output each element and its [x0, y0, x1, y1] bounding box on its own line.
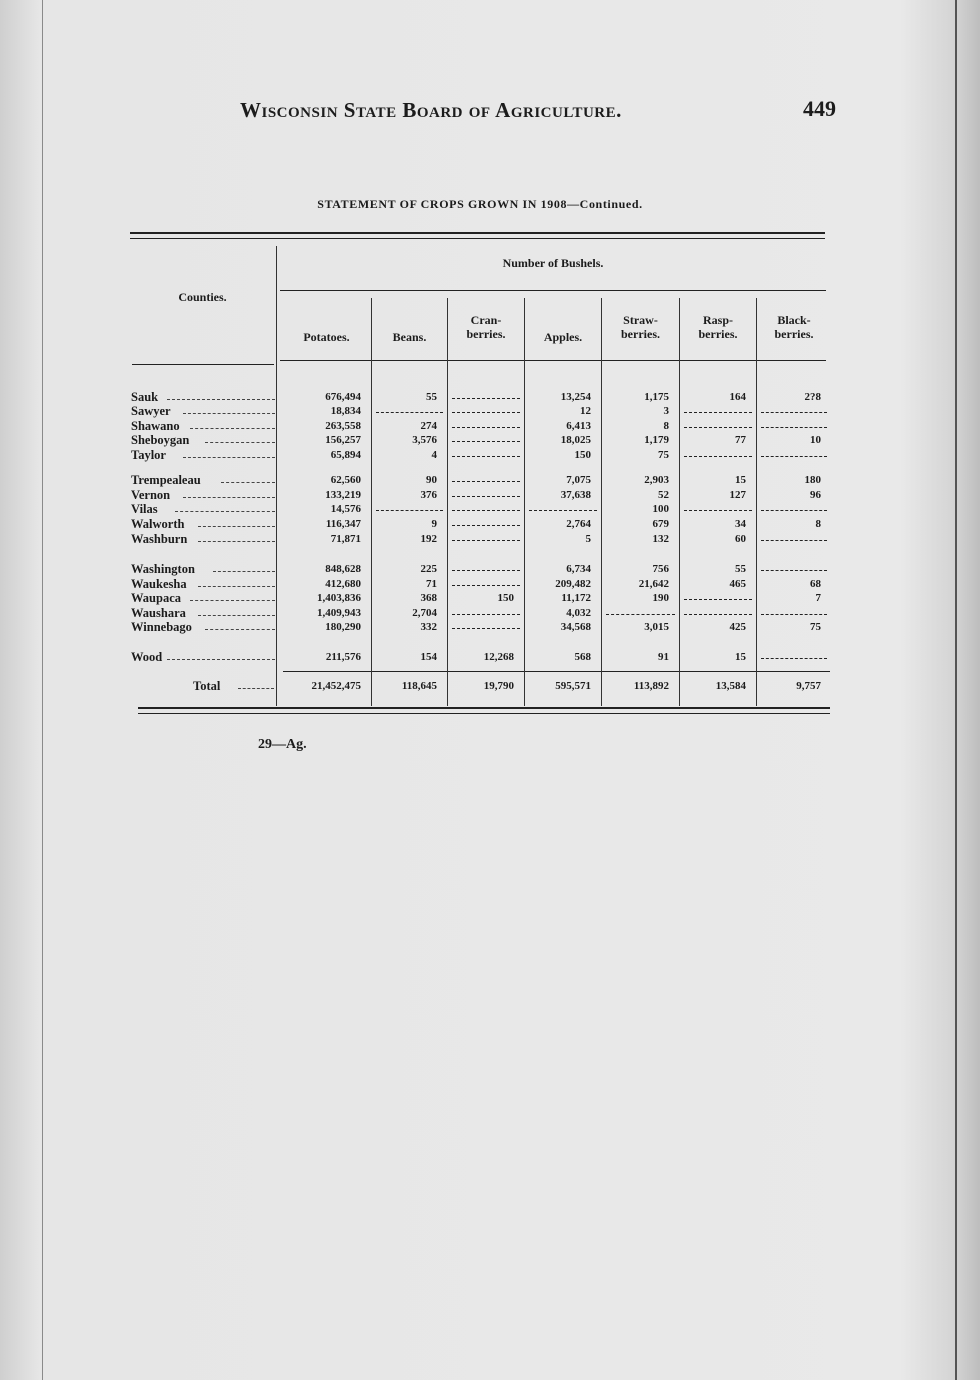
leader-dots — [198, 526, 275, 527]
page-edge-line — [955, 0, 957, 1380]
column-header: Rasp- — [702, 313, 733, 327]
leader-dots — [221, 482, 275, 483]
data-cell: 4 — [431, 449, 437, 461]
data-cell: 848,628 — [325, 563, 361, 575]
empty-cell-dash — [684, 614, 752, 615]
county-name — [131, 577, 277, 591]
data-cell: 180 — [804, 474, 821, 486]
data-cell: 376 — [420, 489, 437, 501]
empty-cell-dash — [761, 658, 827, 659]
empty-cell-dash — [684, 599, 752, 600]
data-cell: 5 — [585, 533, 591, 545]
data-cell: 71,871 — [330, 533, 361, 545]
data-cell: 180,290 — [325, 621, 361, 633]
total-cell: 21,452,475 — [311, 680, 361, 692]
data-cell: 412,680 — [325, 578, 361, 590]
data-cell: 209,482 — [555, 578, 591, 590]
county-name — [131, 419, 277, 433]
data-cell: 3 — [663, 405, 669, 417]
total-rule — [283, 671, 830, 672]
data-cell: 77 — [735, 434, 746, 446]
empty-cell-dash — [761, 540, 827, 541]
leader-dots — [183, 413, 275, 414]
empty-cell-dash — [761, 570, 827, 571]
data-cell: 465 — [729, 578, 746, 590]
column-header-rule-data — [280, 360, 826, 361]
empty-cell-dash — [529, 510, 597, 511]
empty-cell-dash — [376, 412, 443, 413]
data-cell: 3,576 — [412, 434, 437, 446]
data-cell: 15 — [735, 651, 746, 663]
county-name — [131, 473, 277, 487]
leader-dots — [213, 571, 275, 572]
total-cell: 9,757 — [796, 680, 821, 692]
empty-cell-dash — [452, 628, 520, 629]
signature-mark: 29—Ag. — [258, 737, 307, 752]
total-cell: 113,892 — [633, 680, 669, 692]
county-name — [131, 517, 277, 531]
data-cell: 116,347 — [325, 518, 361, 530]
county-name — [131, 502, 277, 516]
county-label: Sauk — [131, 390, 159, 404]
data-cell: 164 — [729, 391, 746, 403]
data-cell: 132 — [652, 533, 669, 545]
counties-header: Counties. — [178, 290, 227, 304]
total-cell: 118,645 — [401, 680, 437, 692]
column-divider — [679, 298, 680, 706]
column-header: berries. — [466, 327, 506, 341]
data-cell: 12 — [580, 405, 591, 417]
column-divider — [447, 298, 448, 706]
data-cell: 133,219 — [325, 489, 361, 501]
data-cell: 75 — [658, 449, 669, 461]
column-header: Cran- — [470, 313, 502, 327]
county-name — [131, 448, 277, 462]
empty-cell-dash — [684, 412, 752, 413]
data-cell: 55 — [735, 563, 746, 575]
empty-cell-dash — [452, 481, 520, 482]
county-label: Vernon — [131, 488, 171, 502]
empty-cell-dash — [452, 456, 520, 457]
leader-dots — [167, 659, 275, 660]
data-cell: 6,734 — [566, 563, 591, 575]
leader-dots — [167, 399, 275, 400]
county-label: Washburn — [131, 532, 188, 546]
empty-cell-dash — [761, 510, 827, 511]
empty-cell-dash — [452, 412, 520, 413]
column-divider — [756, 298, 757, 706]
column-header: berries. — [698, 327, 738, 341]
empty-cell-dash — [376, 510, 443, 511]
leader-dots — [190, 428, 275, 429]
table-bottom-rule — [138, 707, 830, 709]
data-cell: 332 — [420, 621, 437, 633]
data-cell: 37,638 — [560, 489, 591, 501]
empty-cell-dash — [452, 570, 520, 571]
page-number: 449 — [803, 96, 836, 121]
leader-dots — [238, 688, 274, 689]
column-header-rule — [132, 364, 274, 365]
data-cell: 2,704 — [412, 607, 437, 619]
data-cell: 71 — [426, 578, 437, 590]
data-cell: 1,175 — [644, 391, 669, 403]
column-header: berries. — [621, 327, 660, 341]
data-cell: 1,409,943 — [317, 607, 361, 619]
data-cell: 7,075 — [566, 474, 591, 486]
column-header: Apples. — [543, 330, 583, 344]
leader-dots — [205, 629, 275, 630]
column-header: Straw- — [623, 313, 658, 327]
county-name — [131, 606, 277, 620]
county-name — [131, 433, 277, 447]
data-cell: 7 — [815, 592, 821, 604]
data-cell: 90 — [426, 474, 437, 486]
empty-cell-dash — [761, 412, 827, 413]
empty-cell-dash — [452, 614, 520, 615]
county-name — [131, 650, 277, 664]
data-cell: 154 — [420, 651, 437, 663]
number-of-bushels-header: Number of Bushels. — [502, 256, 604, 270]
county-label: Waukesha — [131, 577, 187, 591]
data-cell: 2,764 — [566, 518, 591, 530]
data-cell: 75 — [810, 621, 821, 633]
data-cell: 676,494 — [325, 391, 361, 403]
county-label: Wood — [131, 650, 163, 664]
column-divider — [371, 298, 372, 706]
data-cell: 2?8 — [804, 391, 821, 403]
total-cell: 13,584 — [715, 680, 746, 692]
county-label: Shawano — [131, 419, 180, 433]
county-label: Sawyer — [131, 404, 171, 418]
data-cell: 15 — [735, 474, 746, 486]
data-cell: 3,015 — [644, 621, 669, 633]
county-name — [131, 620, 277, 634]
data-cell: 14,576 — [330, 503, 361, 515]
data-cell: 756 — [652, 563, 669, 575]
data-cell: 2,903 — [644, 474, 669, 486]
empty-cell-dash — [606, 614, 675, 615]
column-header: berries. — [774, 327, 814, 341]
empty-cell-dash — [761, 456, 827, 457]
table-bottom-rule-thin — [138, 713, 830, 714]
data-cell: 13,254 — [560, 391, 591, 403]
column-divider — [524, 298, 525, 706]
empty-cell-dash — [684, 427, 752, 428]
data-cell: 679 — [652, 518, 669, 530]
data-cell: 100 — [652, 503, 669, 515]
data-cell: 127 — [729, 489, 746, 501]
data-cell: 96 — [810, 489, 821, 501]
total-cell: 19,790 — [483, 680, 514, 692]
leader-dots — [198, 586, 275, 587]
empty-cell-dash — [452, 540, 520, 541]
empty-cell-dash — [452, 525, 520, 526]
leader-dots — [205, 442, 275, 443]
data-cell: 425 — [729, 621, 746, 633]
data-cell: 190 — [652, 592, 669, 604]
data-cell: 211,576 — [325, 651, 361, 663]
county-name — [131, 532, 277, 546]
binding-edge-line — [42, 0, 43, 1380]
table-top-rule-thin — [130, 238, 825, 239]
leader-dots — [190, 600, 275, 601]
empty-cell-dash — [452, 496, 520, 497]
county-name — [131, 404, 277, 418]
data-cell: 12,268 — [483, 651, 514, 663]
empty-cell-dash — [684, 456, 752, 457]
data-cell: 150 — [574, 449, 591, 461]
county-name — [131, 390, 277, 404]
data-cell: 11,172 — [561, 592, 591, 604]
county-label: Sheboygan — [131, 433, 190, 447]
data-cell: 18,025 — [560, 434, 591, 446]
data-cell: 10 — [810, 434, 821, 446]
data-cell: 263,558 — [325, 420, 361, 432]
data-cell: 6,413 — [566, 420, 591, 432]
data-cell: 34 — [735, 518, 746, 530]
county-label: Vilas — [131, 502, 158, 516]
data-cell: 34,568 — [560, 621, 591, 633]
data-cell: 60 — [735, 533, 746, 545]
county-name — [131, 488, 277, 502]
column-header: Beans. — [392, 330, 427, 344]
county-label: Waushara — [131, 606, 186, 620]
column-divider — [601, 298, 602, 706]
data-cell: 65,894 — [330, 449, 361, 461]
county-name — [131, 591, 277, 605]
empty-cell-dash — [684, 510, 752, 511]
data-cell: 568 — [574, 651, 591, 663]
data-cell: 18,834 — [330, 405, 361, 417]
leader-dots — [198, 541, 275, 542]
data-cell: 8 — [663, 420, 669, 432]
county-label: Walworth — [131, 517, 185, 531]
data-cell: 4,032 — [566, 607, 591, 619]
data-cell: 1,179 — [644, 434, 669, 446]
empty-cell-dash — [452, 441, 520, 442]
running-head-title: Wisconsin State Board of Agriculture. — [240, 98, 622, 122]
data-cell: 9 — [431, 518, 437, 530]
total-label: Total — [193, 679, 221, 693]
empty-cell-dash — [761, 614, 827, 615]
data-cell: 368 — [420, 592, 437, 604]
county-label: Trempealeau — [131, 473, 201, 487]
column-header: Potatoes. — [303, 330, 350, 344]
group-header-rule — [280, 290, 826, 291]
data-cell: 1,403,836 — [317, 592, 361, 604]
county-label: Taylor — [131, 448, 166, 462]
county-label: Winnebago — [131, 620, 192, 634]
data-cell: 192 — [420, 533, 437, 545]
data-cell: 52 — [658, 489, 669, 501]
data-cell: 274 — [420, 420, 437, 432]
leader-dots — [175, 511, 275, 512]
county-name — [131, 562, 277, 576]
county-label: Washington — [131, 562, 195, 576]
data-cell: 8 — [815, 518, 821, 530]
data-cell: 21,642 — [638, 578, 669, 590]
table-top-rule — [130, 232, 825, 234]
total-cell: 595,571 — [555, 680, 591, 692]
empty-cell-dash — [452, 510, 520, 511]
data-cell: 62,560 — [330, 474, 361, 486]
leader-dots — [183, 497, 275, 498]
empty-cell-dash — [452, 585, 520, 586]
data-cell: 91 — [658, 651, 669, 663]
empty-cell-dash — [452, 427, 520, 428]
table-title: STATEMENT OF CROPS GROWN IN 1908—Continued. — [317, 197, 643, 211]
leader-dots — [183, 457, 275, 458]
data-cell: 55 — [426, 391, 437, 403]
data-cell: 68 — [810, 578, 821, 590]
leader-dots — [198, 615, 275, 616]
empty-cell-dash — [761, 427, 827, 428]
empty-cell-dash — [452, 398, 520, 399]
data-cell: 156,257 — [325, 434, 361, 446]
data-cell: 150 — [497, 592, 514, 604]
column-header: Black- — [777, 313, 811, 327]
county-label: Waupaca — [131, 591, 182, 605]
data-cell: 225 — [420, 563, 437, 575]
